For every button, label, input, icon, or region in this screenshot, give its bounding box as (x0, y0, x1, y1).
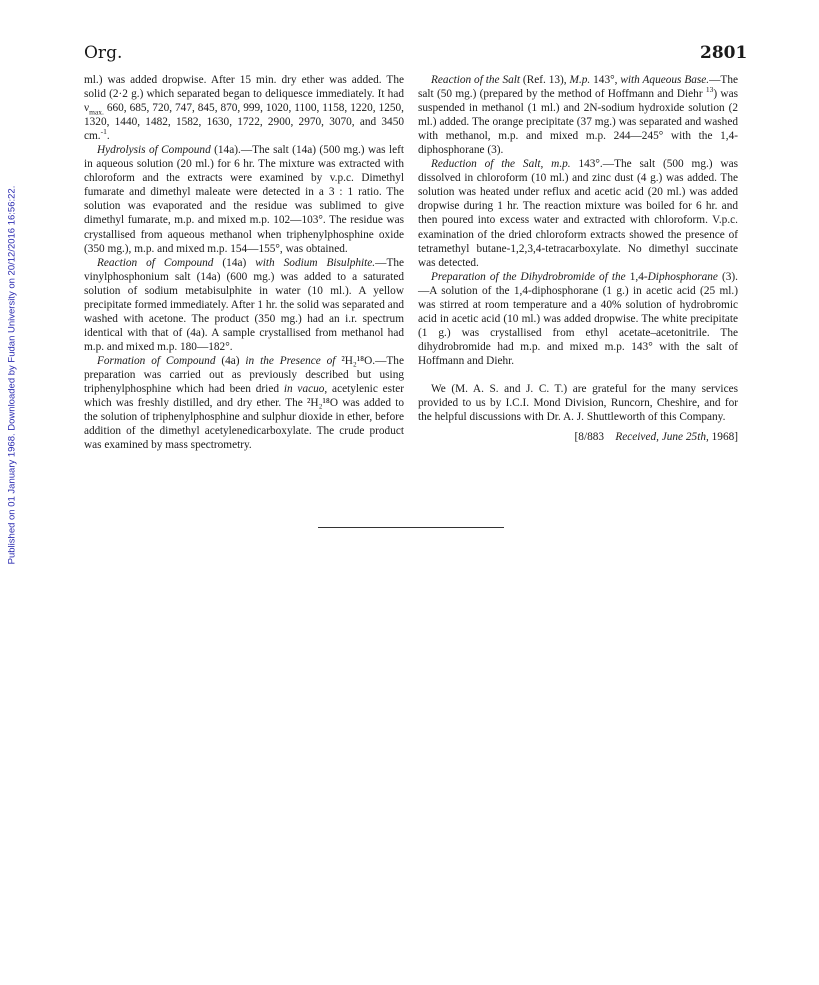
section-heading: Reaction of Compound (97, 256, 214, 269)
publication-sidebar (5, 150, 19, 600)
page-number: 2801 (700, 43, 748, 63)
section-heading: Reduction of the Salt, m.p. (431, 158, 571, 171)
received-date: [8/883 Received, June 25th, 1968] (574, 431, 738, 444)
journal-name: Org. (84, 43, 123, 63)
paragraph-dihydrobromide: Preparation of the Dihydrobromide of the 1,4-Diphosphorane (3).—A solution of the 1,4-diphosphorane (1 g.) in acetic acid (25 ml.) was stirred at room temperature and a 40% solution of hydrobromic acid in acetic acid (10 ml.) was added dropwise. The white precipitate (1 g.) was crystallised from ethyl acetate–acetonitrile. The dihydrobromide had m.p. and mixed m.p. 143° with the salt of Hoffmann and Diehr. (418, 270, 738, 367)
paragraph-aqueous-base: Reaction of the Salt (Ref. 13), M.p. 143°, with Aqueous Base.—The salt (50 mg.) (prepared by the method of Hoffmann and Diehr $^{13}$) was suspended in methanol (1 ml.) and 2N-sodium hydroxide solution (2 ml.) added. The orange precipitate (37 mg.) was separated and washed with methanol, m.p. and mixed m.p. 244—245° with the 1,4-diphosphorane (3). (418, 74, 738, 157)
section-heading: Hydrolysis of Compound (97, 144, 211, 157)
sidebar-note[interactable]: Published on 01 January 1968. Downloaded by Fudan University on 20/12/2016 16:56:22. (6, 185, 18, 565)
paragraph-bisulphite: Reaction of Compound (14a) with Sodium Bisulphite.—The vinylphosphonium salt (14a) (600 mg.) was added to a saturated solution of sodium metabisulphite in water (10 ml.). A yellow precipitate formed immediately. After 1 hr. the solid was separated and washed with acetone. The product (350 mg.) had an i.r. spectrum identical with that of (4a). A sample crystallised from methanol had m.p. and mixed m.p. 180—182°. (84, 256, 405, 353)
paragraph-formation: Formation of Compound (4a) in the Presence of ²H₂¹⁸O.—The preparation was carried out as previously described but using triphenylphosphine which had been dried in vacuo, acetylenic ester which was freshly distilled, and dry ether. The ²H₂¹⁸O was added to the solution of triphenylphosphine and sulphur dioxide in ether, before addition of the dimethyl acetylenedicarboxylate. The crude product was examined by mass spectrometry. (84, 354, 404, 452)
section-heading: Formation of Compound (97, 354, 216, 367)
right-column (418, 73, 738, 444)
paragraph-ir-data: ml.) was added dropwise. After 15 min. dry ether was added. The solid (2·2 g.) which separated began to deliquesce immediately. It had $\nu_{max.}$ 660, 685, 720, 747, 845, 870, 999, 1020, 1100, 1158, 1220, 1250, 1320, 1440, 1482, 1582, 1630, 1722, 2900, 2970, 3070, and 3450 cm.$^{-1}$. (84, 74, 404, 143)
section-heading: Reaction of the Salt (431, 74, 521, 86)
paragraph-hydrolysis: Hydrolysis of Compound (14a).—The salt (14a) (500 mg.) was left in aqueous solution (20 ml.) for 6 hr. The mixture was extracted with chloroform and the extracts were examined by v.p.c. Dimethyl fumarate and dimethyl maleate were detected in a 3 : 1 ratio. The solution was evaporated and the residue was sublimed to give dimethyl fumarate, m.p. and mixed m.p. 102—103°. The residue was crystallised from aqueous methanol when triphenylphosphine oxide (350 mg.), m.p. and mixed m.p. 154—155°, was obtained. (84, 144, 405, 255)
end-rule (318, 527, 504, 528)
section-heading: Preparation of the Dihydrobromide of the (431, 270, 626, 283)
paragraph-reduction: Reduction of the Salt, m.p. 143°.—The salt (500 mg.) was dissolved in chloroform (10 ml.) and zinc dust (4 g.) was added. The solution was heated under reflux and acetic acid (20 ml.) was added dropwise during 1 hr. The reaction mixture was boiled for 6 hr. and then poured into excess water and extracted with chloroform. V.p.c. examination of the dried chloroform extracts showed the presence of tetramethyl butane-1,2,3,4-tetracarboxylate. No dimethyl succinate was detected. (418, 158, 738, 269)
acknowledgement: We (M. A. S. and J. C. T.) are grateful for the many services provided to us by I.C.I. Mond Division, Runcorn, Cheshire, and for the helpful discussions with Dr. A. J. Shuttleworth of this Company. (418, 382, 738, 424)
left-column (84, 73, 404, 452)
